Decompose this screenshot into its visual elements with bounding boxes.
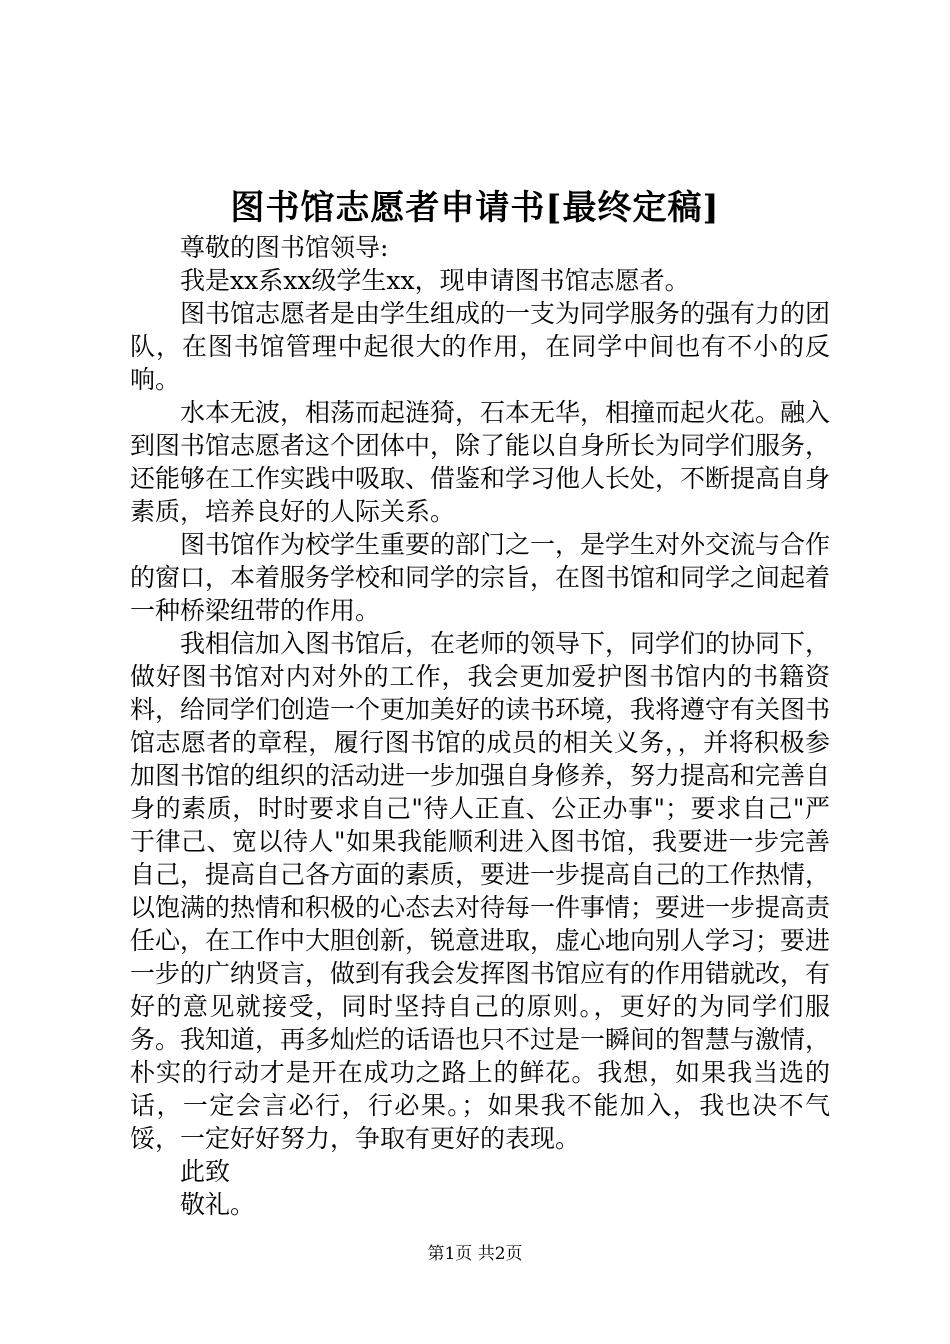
- salutation: 尊敬的图书馆领导:: [180, 233, 389, 262]
- paragraph-growth: 水本无波，相荡而起涟猗，石本无华，相撞而起火花。融入到图书馆志愿者这个团体中，除了能以自身所长为同学们服务，还能够在工作实践中吸取、借鉴和学习他人长处，不断提高自身素质，培养良好的人际关系。: [130, 398, 831, 526]
- paragraph-team: 图书馆志愿者是由学生组成的一支为同学服务的强有力的团队，在图书馆管理中起很大的作用，在同学中间也有不小的反响。: [130, 299, 831, 394]
- paragraph-role: 图书馆作为校学生重要的部门之一，是学生对外交流与合作的窗口，本着服务学校和同学的宗旨，在图书馆和同学之间起着一种桥梁纽带的作用。: [130, 530, 831, 625]
- paragraph-intro: 我是xx系xx级学生xx，现申请图书馆志愿者。: [180, 266, 690, 295]
- closing-line-1: 此致: [180, 1157, 231, 1186]
- document-title: 图书馆志愿者申请书[最终定稿]: [230, 188, 720, 228]
- closing-line-2: 敬礼。: [180, 1190, 256, 1219]
- page-footer: 第1页 共2页: [427, 1244, 523, 1264]
- document-body: [130, 231, 830, 1221]
- paragraph-commitment: 我相信加入图书馆后，在老师的领导下，同学们的协同下，做好图书馆对内对外的工作，我会更加爱护图书馆内的书籍资料，给同学们创造一个更加美好的读书环境，我将遵守有关图书馆志愿者的章程，履行图书馆的成员的相关义务，，并将积极参加图书馆的组织的活动进一步加强自身修养，努力提高和完善自身的素质，时时要求自己"待人正直、公正办事"；要求自己"严于律己、宽以待人"如果我能顺利进入图书馆，我要进一步完善自己，提高自己各方面的素质，要进一步提高自己的工作热情，以饱满的热情和积极的心态去对待每一件事情；要进一步提高责任心，在工作中大胆创新，锐意进取，虚心地向别人学习；要进一步的广纳贤言，做到有我会发挥图书馆应有的作用错就改，有好的意见就接受，同时坚持自己的原则。，更好的为同学们服务。我知道，再多灿烂的话语也只不过是一瞬间的智慧与激情，朴实的行动才是开在成功之路上的鲜花。我想，如果我当选的话，一定会言必行，行必果。；如果我不能加入，我也决不气馁，一定好好努力，争取有更好的表现。: [130, 629, 831, 1153]
